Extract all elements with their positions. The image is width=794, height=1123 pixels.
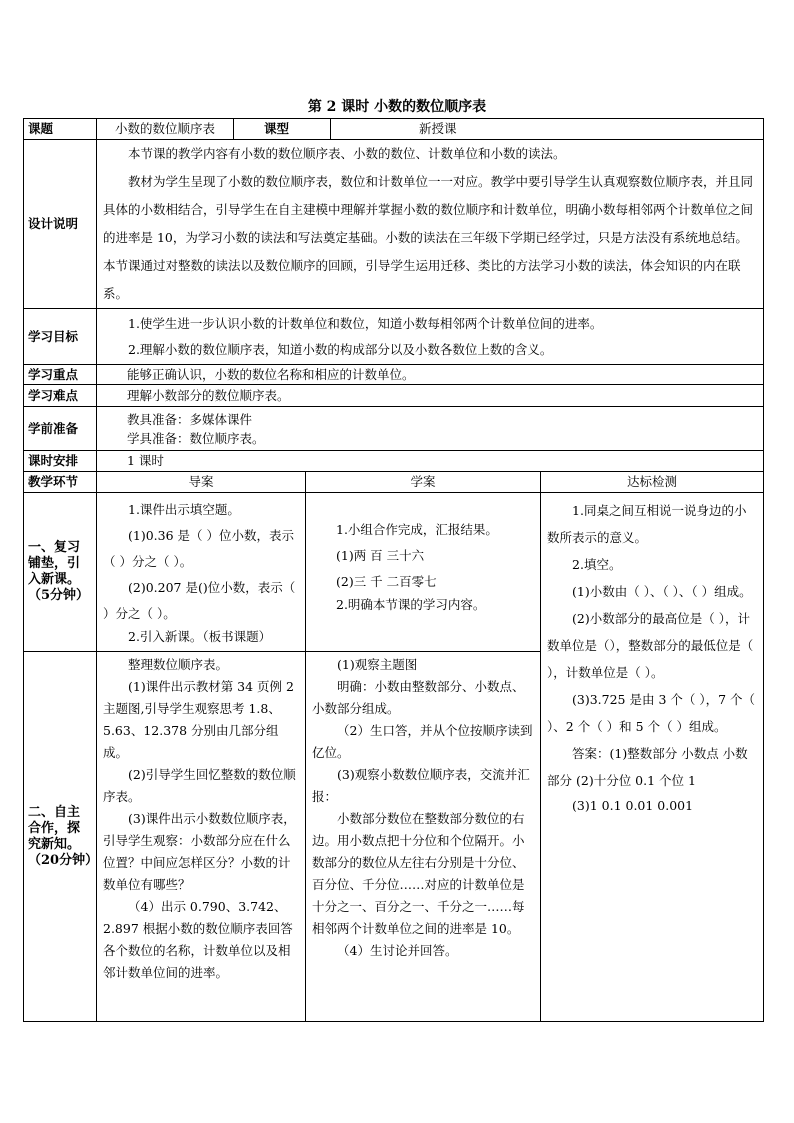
label-schedule: 课时安排: [24, 451, 97, 472]
goal-1: 1.使学生进一步认识小数的计数单位和数位，知道小数每相邻两个计数单位间的进率。: [128, 315, 603, 331]
section1-guide: 1.课件出示填空题。 (1)0.36 是（ ）位小数，表示（ ）分之（ ）。 (2)0.207 是()位小数，表示（ ）分之（ ）。 2.引入新课。（板书课题）: [97, 493, 306, 652]
section1-label: 一、复习 铺垫，引 入新课。 （5分钟）: [24, 493, 97, 652]
prep-teacher: 教具准备：多媒体课件: [127, 411, 253, 427]
label-goals: 学习目标: [24, 309, 97, 365]
design-content: [97, 140, 764, 309]
type-value: 新授课: [331, 119, 764, 140]
goals-content: [97, 309, 764, 365]
prep-student: 学具准备：数位顺序表。: [127, 430, 265, 446]
label-topic: 课题: [24, 119, 97, 140]
label-design: 设计说明: [24, 140, 97, 309]
page-title: 第 2 课时 小数的数位顺序表: [307, 99, 487, 115]
label-difficulty: 学习难点: [24, 385, 97, 407]
label-key: 学习重点: [24, 365, 97, 385]
col-guide: 导案: [97, 472, 306, 493]
label-steps: 教学环节: [24, 472, 97, 493]
section2-guide: 整理数位顺序表。 (1)课件出示教材第 34 页例 2主题图,引导学生观察思考 1.8、5.63、12.378 分别由几部分组成。 (2)引导学生回忆整数的数位顺序表。 (3)课件出示小数数位顺序表，引导学生观察：小数部分应在什么位置？中间应怎样区分？小数的计数单位有哪些？ （4）出示 0.790、3.742、2.897 根据小数的数位顺序表回答各个数位的名称，计数单位以及相邻计数单位间的进率。: [97, 652, 306, 1022]
topic-value: 小数的数位顺序表: [97, 119, 234, 140]
design-para-2: 教材为学生呈现了小数的数位顺序表，数位和计数单位一一对应。教学中要引导学生认真观察数位顺序表，并且同具体的小数相结合，引导学生在自主建模中理解并掌握小数的数位顺序和计数单位，明确小数每相邻两个计数单位之间的进率是 10，为学习小数的读法和写法奠定基础。小数的读法在三年级下学期已经学过，只是方法没有系统地总结。本节课通过对整数的读法以及数位顺序的回顾，引导学生运用迁移、类比的方法学习小数的读法，体会知识的内在联系。: [103, 174, 754, 301]
label-type: 课型: [234, 119, 331, 140]
difficulty-text: 理解小数部分的数位顺序表。: [97, 385, 764, 407]
key-text: 能够正确认识，小数的数位名称和相应的计数单位。: [97, 365, 764, 385]
col-check: 达标检测: [541, 472, 764, 493]
section1-study: 1.小组合作完成，汇报结果。 (1)两 百 三十六 (2)三 千 二百零七 2.明确本节课的学习内容。: [306, 493, 541, 652]
prep-content: [97, 407, 764, 451]
schedule-text: 1 课时: [97, 451, 764, 472]
goal-2: 2.理解小数的数位顺序表，知道小数的构成部分以及小数各数位上数的含义。: [128, 341, 553, 357]
section2-study: (1)观察主题图 明确：小数由整数部分、小数点、小数部分组成。 （2）生口答，并从个位按顺序读到亿位。 (3)观察小数数位顺序表，交流并汇报： 小数部分数位在整数部分数位的右边。用小数点把十分位和个位隔开。小数部分的数位从左往右分别是十分位、百分位、千分位……对应的计数单位是十分之一、百分之一、千分之一……每相邻两个计数单位之间的进率是 10。 （4）生讨论并回答。: [306, 652, 541, 1022]
design-para-1: 本节课的教学内容有小数的数位顺序表、小数的数位、计数单位和小数的读法。: [128, 146, 566, 161]
lesson-table: [23, 118, 764, 1022]
check-column: 1.同桌之间互相说一说身边的小数所表示的意义。 2.填空。 (1)小数由（ ）、（ ）、（ ）组成。 (2)小数部分的最高位是（ ），计数单位是（），整数部分的最低位是（ ），计数单位是（ ）。 (3)3.725 是由 3 个（ ），7 个（ ）、2 个（ ）和 5 个（ ）组成。 答案：(1)整数部分 小数点 小数部分 (2)十分位 0.1 个位 1 (3)1 0.1 0.01 0.001: [541, 493, 764, 1022]
section2-label: 二、自主 合作，探 究新知。 （20分钟）: [24, 652, 97, 1022]
label-prep: 学前准备: [24, 407, 97, 451]
col-study: 学案: [306, 472, 541, 493]
